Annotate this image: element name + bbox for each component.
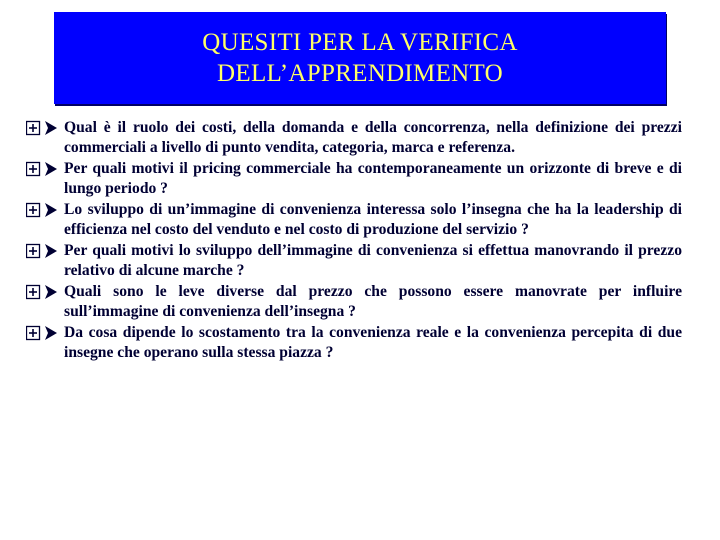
bullet-icons bbox=[26, 161, 60, 177]
bullet-icons bbox=[26, 325, 60, 341]
arrowhead-icon bbox=[45, 162, 57, 176]
arrowhead-icon bbox=[45, 326, 57, 340]
bullet-icons bbox=[26, 284, 60, 300]
plus-arrowhead-icon bbox=[26, 202, 60, 218]
plus-arrowhead-icon bbox=[26, 243, 60, 259]
question-item bbox=[26, 241, 682, 281]
question-item bbox=[26, 282, 682, 322]
plus-arrowhead-icon bbox=[26, 325, 60, 341]
arrowhead-icon bbox=[45, 285, 57, 299]
question-text: Qual è il ruolo dei costi, della domanda e della concorrenza, nella definizione dei prezzi commerciali a livello di punto vendita, categoria, marca e referenza. bbox=[64, 119, 682, 156]
bullet-icons bbox=[26, 243, 60, 259]
question-item bbox=[26, 200, 682, 240]
question-text: Per quali motivi lo sviluppo dell’immagine di convenienza si effettua manovrando il prezzo relativo di alcune marche ? bbox=[64, 242, 682, 280]
arrowhead-icon bbox=[45, 244, 57, 258]
question-text: Quali sono le leve diverse dal prezzo che possono essere manovrate per influire sull’immagine di convenienza dell’insegna ? bbox=[64, 283, 682, 321]
question-text: Lo sviluppo di un’immagine di convenienza interessa solo l’insegna che ha la leadership di efficienza nel costo del venduto e nel costo di produzione del servizio ? bbox=[64, 201, 682, 238]
plus-arrowhead-icon bbox=[26, 120, 60, 136]
question-item bbox=[26, 323, 682, 363]
bullet-icons bbox=[26, 202, 60, 218]
slide-title-line-1: QUESITI PER LA VERIFICA bbox=[202, 29, 518, 56]
question-list bbox=[26, 118, 682, 365]
arrowhead-icon bbox=[45, 203, 57, 217]
plus-arrowhead-icon bbox=[26, 284, 60, 300]
bullet-icons bbox=[26, 120, 60, 136]
question-item bbox=[26, 118, 682, 158]
slide-title-box bbox=[54, 12, 666, 104]
question-text: Da cosa dipende lo scostamento tra la convenienza reale e la convenienza percepita di due insegne che operano sulla stessa piazza ? bbox=[64, 324, 682, 362]
slide-title-line-2: DELL’APPRENDIMENTO bbox=[217, 60, 503, 87]
question-text: Per quali motivi il pricing commerciale ha contemporaneamente un orizzonte di breve e di lungo periodo ? bbox=[64, 160, 682, 197]
question-item bbox=[26, 159, 682, 199]
plus-arrowhead-icon bbox=[26, 161, 60, 177]
arrowhead-icon bbox=[45, 121, 57, 135]
